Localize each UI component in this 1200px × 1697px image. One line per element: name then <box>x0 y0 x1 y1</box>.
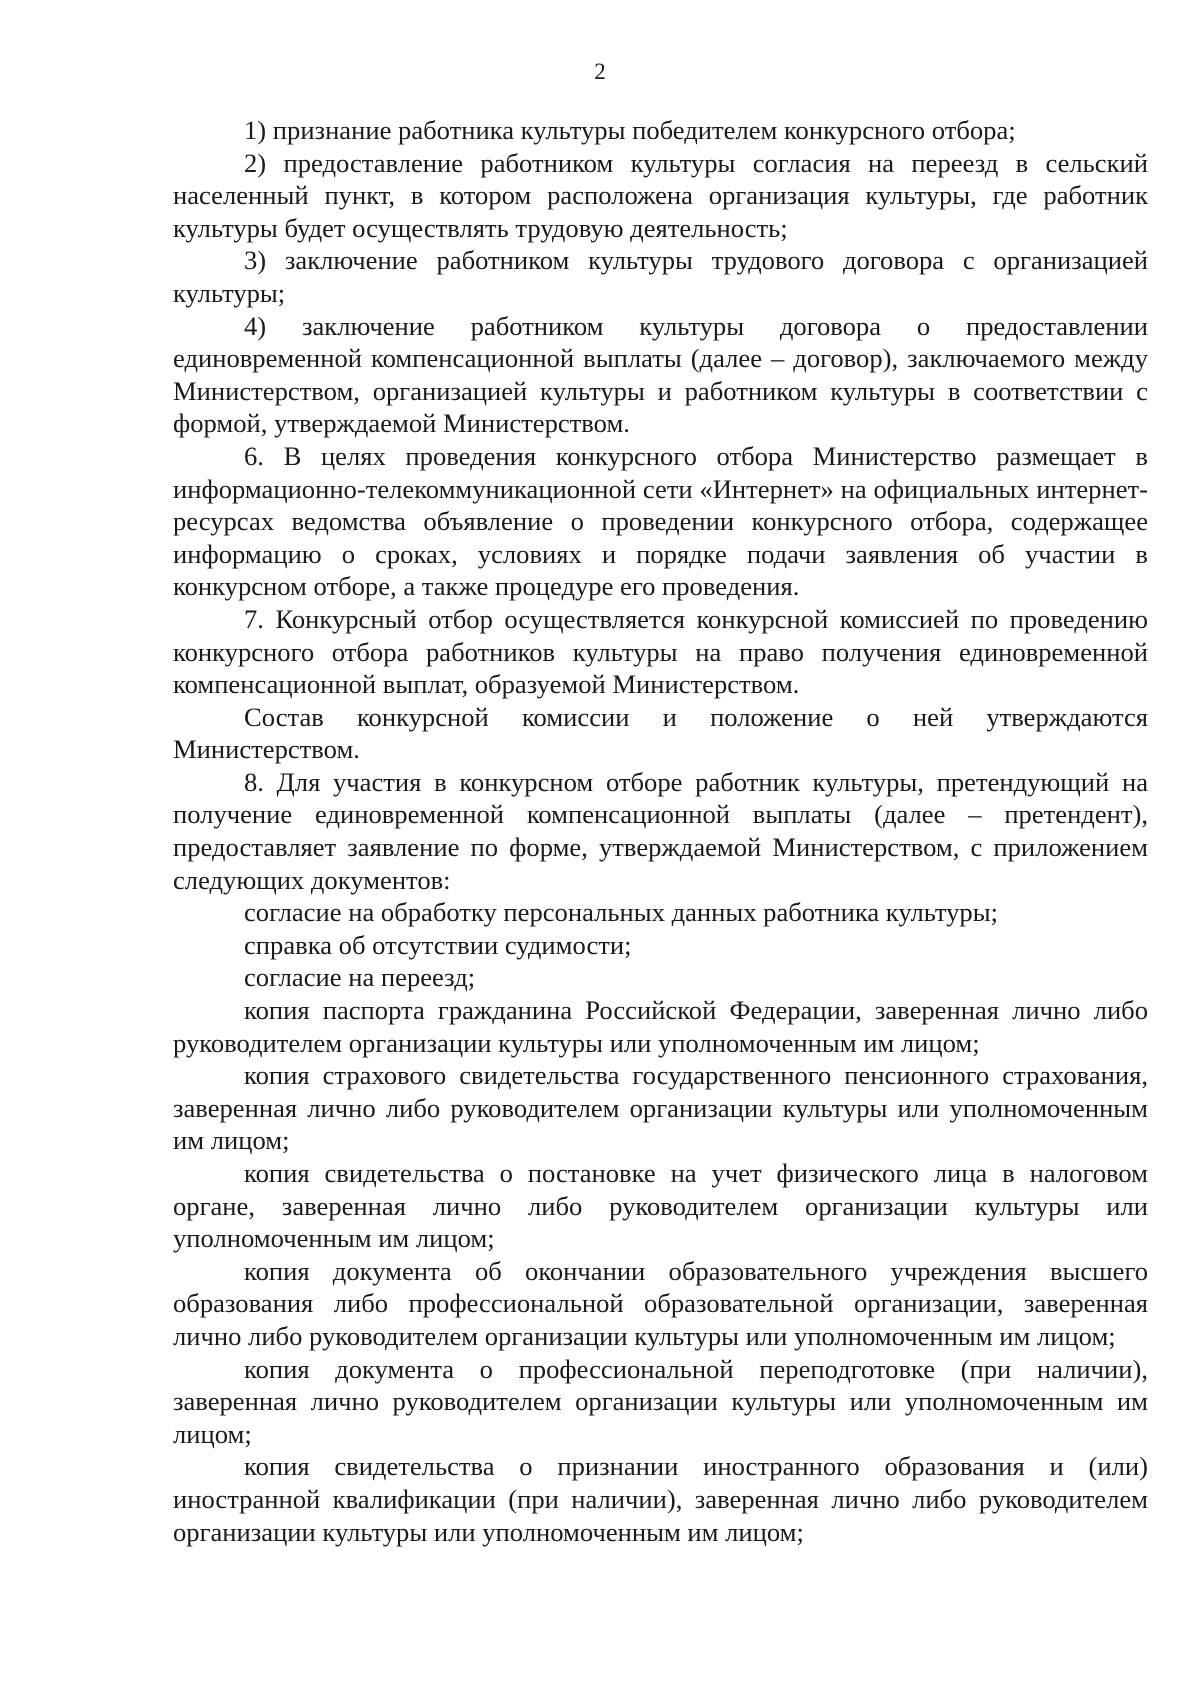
paragraph-recognition-winner: 1) признание работника культуры победителем конкурсного отбора; <box>244 115 1016 145</box>
list-item-no-criminal-record: справка об отсутствии судимости; <box>244 929 632 960</box>
list-item-tax-registration-copy: копия свидетельства о постановке на учет физического лица в налоговом органе, заверенная лично либо руководителем организации культуры или уполномоченным им лицом; <box>173 1158 1148 1254</box>
list-item-personal-data-consent: согласие на обработку персональных данных работника культуры; <box>244 897 998 928</box>
list-item-education-document-copy: копия документа об окончании образовательного учреждения высшего образования либо профессиональной образовательной организации, заверенная лично либо руководителем организации культуры или уполномоченным им лицом; <box>173 1255 1148 1351</box>
paragraph-commission-composition: Состав конкурсной комиссии и положение о ней утверждаются Министерством. <box>173 701 1148 765</box>
list-item-passport-copy: копия паспорта гражданина Российской Федерации, заверенная лично либо руководителем организации культуры или уполномоченным им лицом; <box>173 995 1148 1058</box>
paragraph-item-6: 6. В целях проведения конкурсного отбора Министерство размещает в информационно-телекоммуникационной сети «Интернет» на официальных интернет-ресурсах ведомства объявление о проведении конкурсного отбора, содержащее информацию о сроках, условиях и порядке подачи заявления об участии в конкурсном отборе, а также процедуре его проведения. <box>173 440 1148 602</box>
paragraph-employment-contract: 3) заключение работником культуры трудового договора с организацией культуры; <box>173 245 1148 308</box>
list-item-foreign-education-copy: копия свидетельства о признании иностранного образования и (или) иностранной квалификации (при наличии), заверенная лично либо руководителем организации культуры или уполномоченным им лицом; <box>173 1451 1148 1547</box>
paragraph-item-8: 8. Для участия в конкурсном отборе работник культуры, претендующий на получение единовременной компенсационной выплаты (далее – претендент), предоставляет заявление по форме, утверждаемой Министерством, с приложением следующих документов: <box>173 766 1148 895</box>
list-item-retraining-document-copy: копия документа о профессиональной переподготовке (при наличии), заверенная лично руководителем организации культуры или уполномоченным им лицом; <box>173 1353 1148 1449</box>
page-number: 2 <box>594 59 606 84</box>
list-item-pension-insurance-copy: копия страхового свидетельства государственного пенсионного страхования, заверенная лично либо руководителем организации культуры или уполномоченным им лицом; <box>173 1060 1148 1156</box>
paragraph-item-7: 7. Конкурсный отбор осуществляется конкурсной комиссией по проведению конкурсного отбора работников культуры на право получения единовременной компенсационной выплат, образуемой Министерством. <box>173 603 1148 700</box>
paragraph-compensation-agreement: 4) заключение работником культуры договора о предоставлении единовременной компенсационной выплаты (далее – договор), заключаемого между Министерством, организацией культуры и работником культуры в соответствии с формой, утверждаемой Министерством. <box>173 310 1148 439</box>
paragraph-relocation-consent: 2) предоставление работником культуры согласия на переезд в сельский населенный пункт, в котором расположена организация культуры, где работник культуры будет осуществлять трудовую деятельность; <box>173 147 1148 243</box>
list-item-relocation-consent: согласие на переезд; <box>244 962 476 993</box>
document-body <box>173 114 1148 1548</box>
